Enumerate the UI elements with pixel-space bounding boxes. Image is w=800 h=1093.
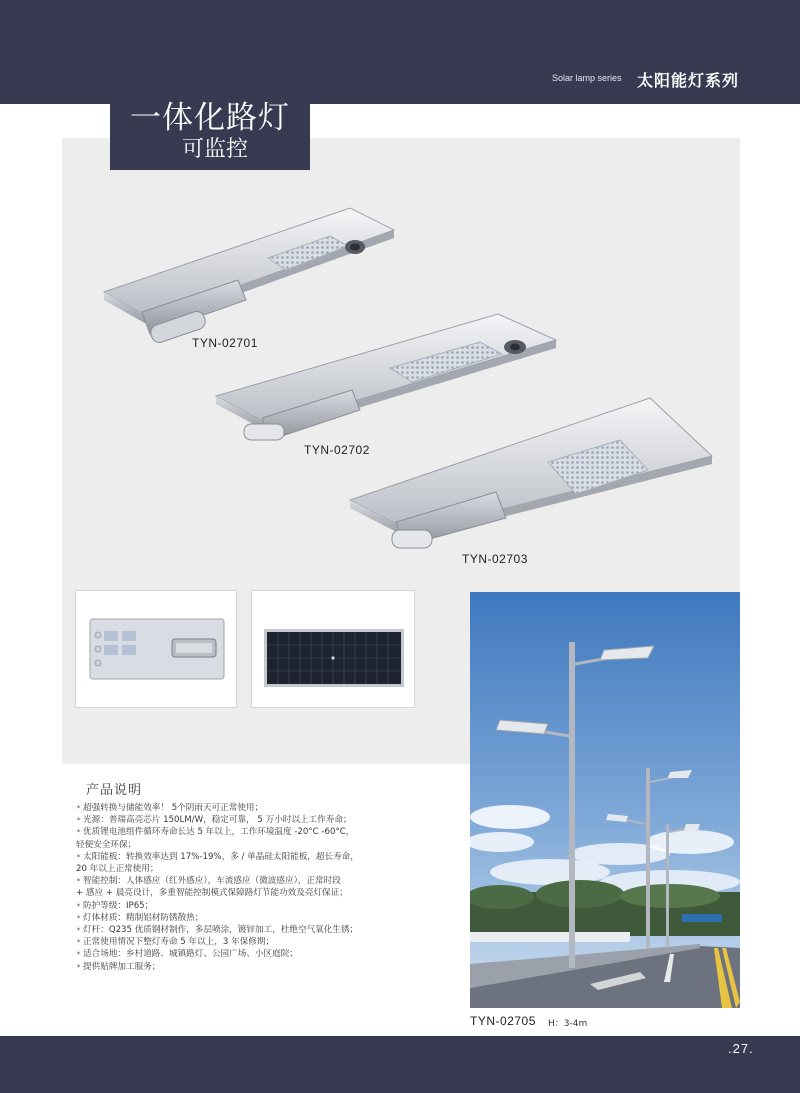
page-number: .27. [728,1041,754,1056]
lamp-tyn-02703 [350,398,712,548]
description-item: ✶ 灯杆：Q235 优质钢材制作，多层喷涂，镀锌加工，杜绝空气氧化生锈； [76,924,466,936]
description-item: ✶ 超强转换与储能效率！ 5个阴雨天可正常使用； [76,802,466,814]
description-item: ✶ 光源：普瑞高亮芯片 150LM/W，稳定可靠， 5 万小时以上工作寿命； [76,814,466,826]
model-label-2: TYN-02702 [304,443,370,457]
description-heading: 产品说明 [86,783,143,798]
description-item-continued: + 感应 + 晨亮设计，多重智能控制模式保障路灯节能功效及亮灯保证； [76,888,348,899]
series-label-en: Solar lamp series [552,73,622,83]
page-subtitle: 可监控 [181,137,248,162]
description-item: ✶ 防护等级：IP65； [76,900,466,912]
lamp-tyn-02701 [104,208,394,345]
description-item: ✶ 智能控制：人体感应（红外感应），车流感应（微波感应），正常时段 [76,875,466,887]
description-item: ✶ 适合场地：乡村道路、城镇路灯、公园广场、小区庭院； [76,948,466,960]
thumbnail-lamp-front [75,590,237,708]
street-scene-image [470,592,740,1008]
lamp-tyn-02702 [216,314,556,440]
description-item: ✶ 提供贴牌加工服务； [76,961,466,973]
photo-height-label: H：3-4m [548,1019,588,1029]
description-item: ✶ 优质锂电池组件循环寿命长达 5 年以上，工作环境温度 -20°C -60°C， [76,826,466,838]
lamp-front-image [76,591,236,707]
photo-model-label: TYN-02705 [470,1014,536,1028]
page-title: 一体化路灯 [130,100,290,136]
street-photo [470,592,740,1008]
description-item: ✶ 正常使用情况下整灯寿命 5 年以上，3 年保修期； [76,936,466,948]
model-label-1: TYN-02701 [192,336,258,350]
description-list [76,802,466,973]
description-item: ✶ 灯体材质：精制铝材防锈散热； [76,912,466,924]
series-label-cn: 太阳能灯系列 [637,71,740,90]
description-item-continued: 20 年以上正常使用； [76,864,159,875]
description-item: ✶ 太阳能板：转换效率达到 17%-19%，多 / 单晶硅太阳能板，超长寿命， [76,851,466,863]
model-label-3: TYN-02703 [462,552,528,566]
footer-band [0,1036,800,1093]
thumbnail-solar-panel [251,590,415,708]
solar-panel-image [252,591,414,707]
description-item-continued: 轻便安全环保； [76,839,137,850]
